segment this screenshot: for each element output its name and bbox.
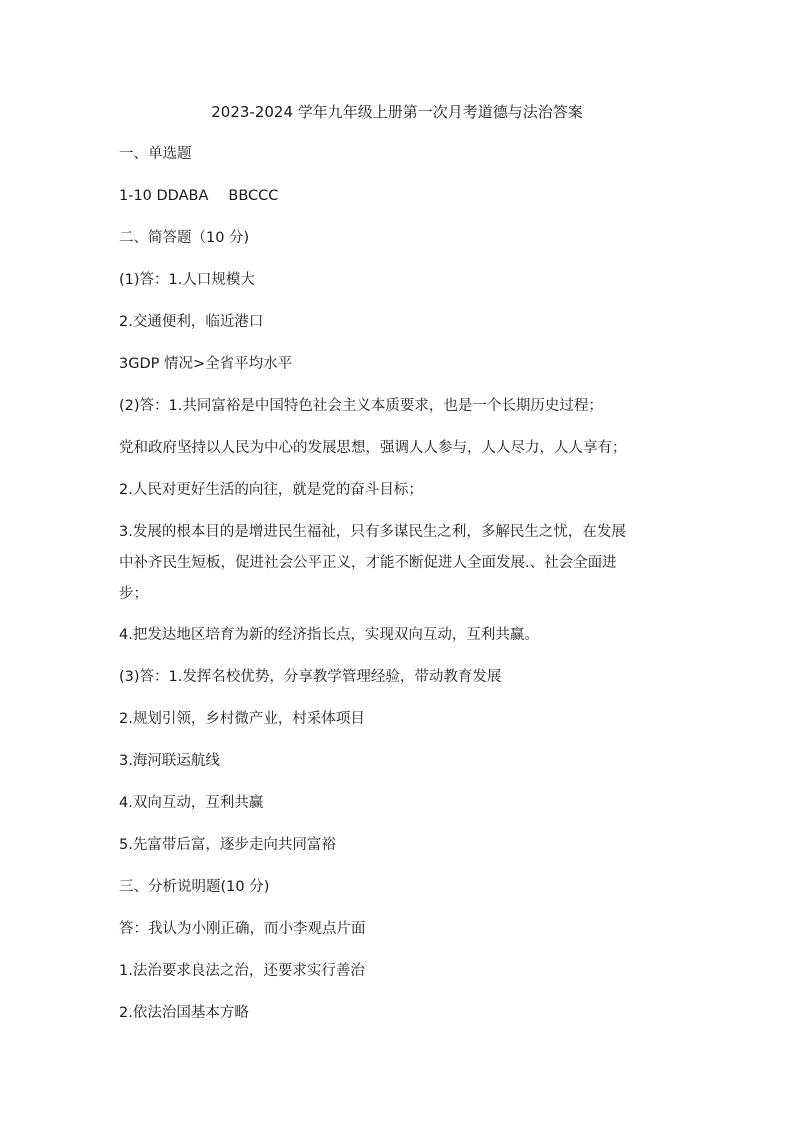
s3-answer-line-1: 答：我认为小刚正确，而小李观点片面 [119, 921, 366, 937]
q2-answer-line-4c: 步； [119, 586, 148, 602]
q3-answer-line-3: 3.海河联运航线 [119, 753, 220, 769]
q3-answer-line-5: 5.先富带后富，逐步走向共同富裕 [119, 837, 336, 853]
section1-heading: 一、单选题 [119, 146, 192, 162]
q1-answer-line-3: 3GDP 情况>全省平均水平 [119, 356, 293, 372]
mc-answers-second: BBCCC [228, 188, 279, 204]
q3-answer-line-2: 2.规划引领，乡村微产业，村采体项目 [119, 711, 365, 727]
q2-answer-line-1: (2)答：1.共同富裕是中国特色社会主义本质要求，也是一个长期历史过程； [119, 398, 603, 414]
mc-answers-first: 1-10 DDABA [119, 188, 209, 204]
q3-answer-line-1: (3)答：1.发挥名校优势，分享教学管理经验，带动教育发展 [119, 669, 502, 685]
section2-heading: 二、简答题（10 分) [119, 230, 250, 246]
q1-answer-line-1: (1)答：1.人口规模大 [119, 272, 255, 288]
q2-answer-line-2: 党和政府坚持以人民为中心的发展思想，强调人人参与，人人尽力，人人享有； [119, 440, 627, 456]
s3-answer-line-2: 1.法治要求良法之治，还要求实行善治 [119, 963, 365, 979]
q2-answer-line-5: 4.把发达地区培育为新的经济指长点，实现双向互动，互利共赢。 [119, 627, 539, 643]
q1-answer-line-2: 2.交通便利，临近港口 [119, 314, 264, 330]
multiple-choice-answers [119, 184, 679, 208]
document-title: 2023-2024 学年九年级上册第一次月考道德与法治答案 [211, 103, 583, 121]
q2-answer-line-4a: 3.发展的根本目的是增进民生福祉，只有多谋民生之利，多解民生之忧，在发展 [119, 524, 626, 540]
s3-answer-line-3: 2.依法治国基本方略 [119, 1005, 249, 1021]
q2-answer-line-4b: 中补齐民生短板，促进社会公平正义，才能不断促进人全面发展.、社会全面进 [119, 555, 617, 571]
q2-answer-line-3: 2.人民对更好生活的向往，就是党的奋斗目标； [119, 482, 423, 498]
section3-heading: 三、分析说明题(10 分) [119, 879, 270, 895]
q3-answer-line-4: 4.双向互动，互利共赢 [119, 795, 264, 811]
